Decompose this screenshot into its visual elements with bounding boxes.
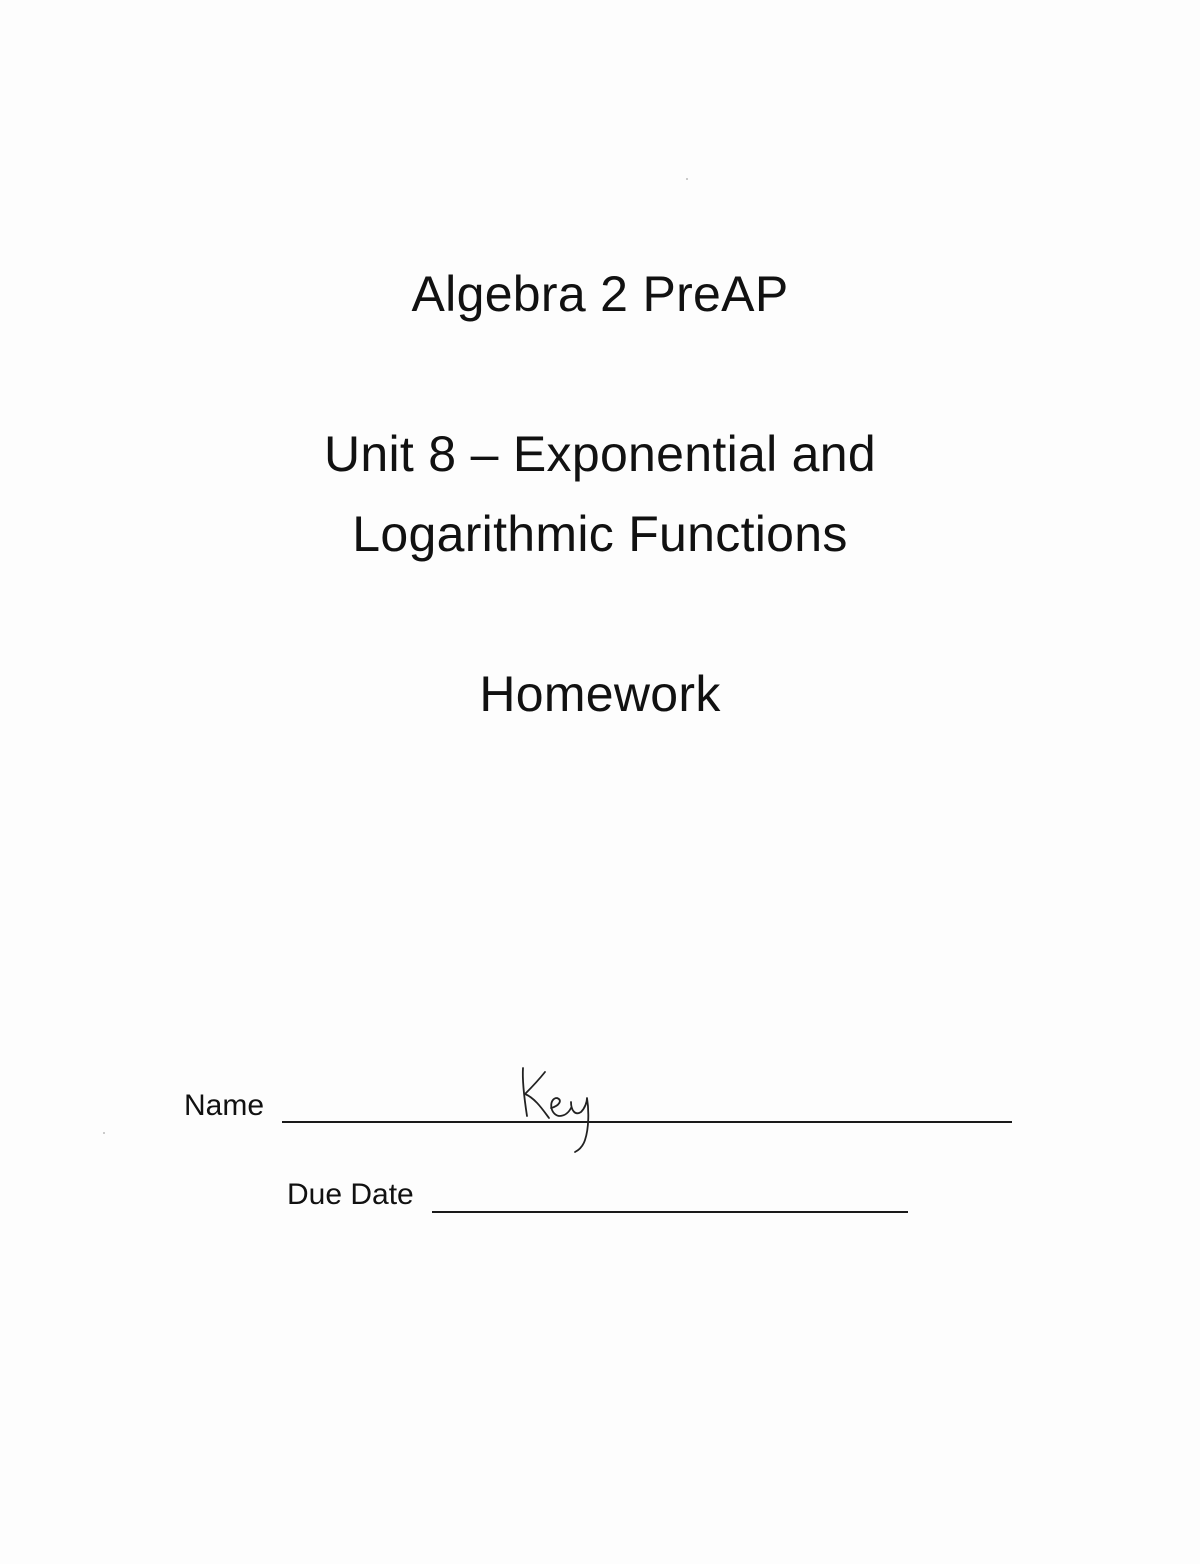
key-k-arms — [525, 1072, 549, 1118]
unit-title-line-2: Logarithmic Functions — [352, 506, 848, 562]
handwritten-key-signature — [505, 1058, 615, 1158]
name-field-line — [282, 1121, 1012, 1123]
handwritten-name-key — [505, 1058, 615, 1158]
scan-speck — [103, 1132, 105, 1134]
due-date-field-line — [432, 1211, 908, 1213]
document-type-title: Homework — [479, 666, 721, 722]
scan-speck — [686, 178, 688, 180]
course-title: Algebra 2 PreAP — [411, 266, 789, 322]
due-date-label: Due Date — [287, 1178, 414, 1211]
key-y — [571, 1098, 588, 1152]
unit-title-line-1: Unit 8 – Exponential and — [323, 426, 877, 482]
name-label: Name — [184, 1089, 265, 1122]
key-e — [551, 1098, 571, 1116]
